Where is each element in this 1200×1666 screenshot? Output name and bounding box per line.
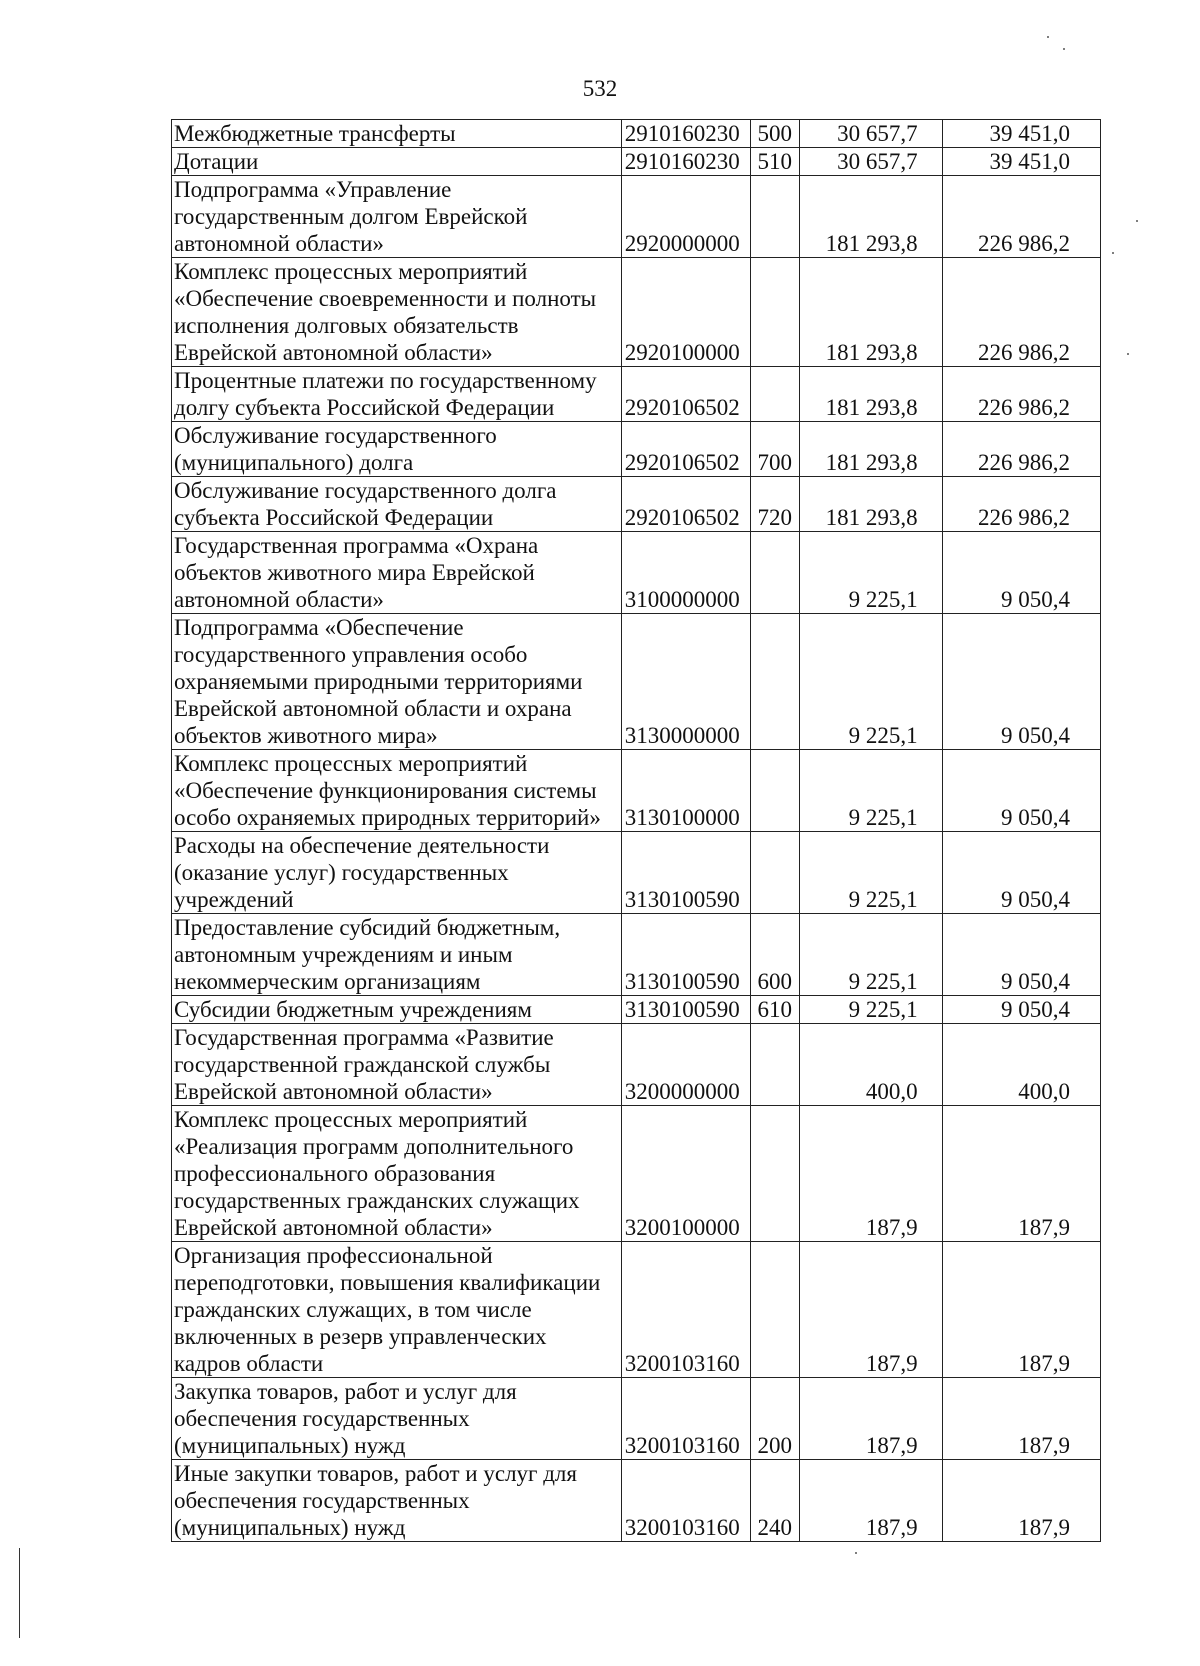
row-amount-1-cell: 30 657,7: [800, 148, 943, 176]
row-name-cell: [172, 422, 622, 477]
row-amount-2-cell: 39 451,0: [942, 120, 1100, 148]
table-row: [172, 614, 1101, 750]
row-expense-type-cell: [750, 1242, 800, 1378]
row-name-line: обеспечения государственных: [174, 1488, 470, 1513]
row-name-line: учреждений: [174, 887, 294, 912]
table-body: [172, 120, 1101, 1542]
row-name-line: объектов животного мира Еврейской: [174, 560, 535, 585]
scan-speck: [855, 1552, 857, 1554]
row-amount-1-cell: 187,9: [800, 1460, 943, 1542]
table-row: [172, 1024, 1101, 1106]
row-name-cell: [172, 1460, 622, 1542]
table-row: [172, 1460, 1101, 1542]
table-row: [172, 914, 1101, 996]
margin-rule: [19, 1548, 20, 1638]
row-name-line: Иные закупки товаров, работ и услуг для: [174, 1461, 577, 1486]
row-amount-2-cell: 226 986,2: [942, 422, 1100, 477]
row-expense-type-cell: 240: [750, 1460, 800, 1542]
row-code-cell: 3200103160: [621, 1378, 750, 1460]
row-name-cell: [172, 120, 622, 148]
budget-table: [171, 119, 1101, 1542]
table-row: [172, 176, 1101, 258]
row-name-line: Организация профессиональной: [174, 1243, 493, 1268]
row-expense-type-cell: 600: [750, 914, 800, 996]
row-amount-1-cell: 9 225,1: [800, 532, 943, 614]
row-amount-2-cell: 187,9: [942, 1242, 1100, 1378]
row-code-cell: 3130100000: [621, 750, 750, 832]
row-name-line: государственной гражданской службы: [174, 1052, 551, 1077]
row-name-line: Государственная программа «Развитие: [174, 1025, 554, 1050]
row-name-cell: [172, 750, 622, 832]
row-name-cell: [172, 477, 622, 532]
row-code-cell: 2910160230: [621, 148, 750, 176]
page-number: 532: [582, 76, 618, 101]
row-expense-type-cell: 720: [750, 477, 800, 532]
row-expense-type-cell: 610: [750, 996, 800, 1024]
row-expense-type-cell: 700: [750, 422, 800, 477]
table-row: [172, 532, 1101, 614]
row-expense-type-cell: [750, 750, 800, 832]
row-name-line: (муниципального) долга: [174, 450, 414, 475]
row-amount-1-cell: 9 225,1: [800, 996, 943, 1024]
row-amount-1-cell: 9 225,1: [800, 750, 943, 832]
row-name-line: Процентные платежи по государственному: [174, 368, 597, 393]
table-row: [172, 422, 1101, 477]
table-row: [172, 367, 1101, 422]
row-expense-type-cell: [750, 532, 800, 614]
row-name-line: исполнения долговых обязательств: [174, 313, 519, 338]
row-code-cell: 3200103160: [621, 1460, 750, 1542]
row-amount-2-cell: 187,9: [942, 1106, 1100, 1242]
row-amount-2-cell: 9 050,4: [942, 914, 1100, 996]
row-name-line: Расходы на обеспечение деятельности: [174, 833, 550, 858]
row-amount-1-cell: 181 293,8: [800, 176, 943, 258]
row-amount-1-cell: 187,9: [800, 1106, 943, 1242]
row-name-line: кадров области: [174, 1351, 324, 1376]
scan-speck: [1063, 48, 1065, 50]
row-amount-2-cell: 9 050,4: [942, 832, 1100, 914]
row-name-line: Субсидии бюджетным учреждениям: [174, 997, 532, 1022]
row-name-line: автономной области»: [174, 587, 384, 612]
row-code-cell: 3100000000: [621, 532, 750, 614]
row-code-cell: 2920100000: [621, 258, 750, 367]
row-name-line: государственным долгом Еврейской: [174, 204, 528, 229]
row-name-line: «Обеспечение функционирования системы: [174, 778, 597, 803]
row-code-cell: 3130000000: [621, 614, 750, 750]
row-amount-1-cell: 9 225,1: [800, 614, 943, 750]
table-row: [172, 832, 1101, 914]
row-amount-1-cell: 9 225,1: [800, 832, 943, 914]
row-name-line: автономным учреждениям и иным: [174, 942, 513, 967]
row-amount-2-cell: 226 986,2: [942, 367, 1100, 422]
table-row: [172, 120, 1101, 148]
row-name-line: долгу субъекта Российской Федерации: [174, 395, 555, 420]
row-amount-1-cell: 9 225,1: [800, 914, 943, 996]
row-name-line: (муниципальных) нужд: [174, 1515, 406, 1540]
row-name-line: «Реализация программ дополнительного: [174, 1134, 574, 1159]
row-name-line: включенных в резерв управленческих: [174, 1324, 547, 1349]
row-expense-type-cell: [750, 367, 800, 422]
row-name-line: Подпрограмма «Обеспечение: [174, 615, 464, 640]
row-name-line: Предоставление субсидий бюджетным,: [174, 915, 561, 940]
row-expense-type-cell: [750, 258, 800, 367]
row-name-line: субъекта Российской Федерации: [174, 505, 494, 530]
table-row: [172, 1242, 1101, 1378]
row-amount-1-cell: 181 293,8: [800, 422, 943, 477]
row-name-cell: [172, 1378, 622, 1460]
row-name-line: Еврейской автономной области»: [174, 1215, 493, 1240]
row-name-cell: [172, 367, 622, 422]
row-code-cell: 3200100000: [621, 1106, 750, 1242]
row-name-line: некоммерческим организациям: [174, 969, 481, 994]
row-amount-2-cell: 9 050,4: [942, 750, 1100, 832]
row-expense-type-cell: [750, 614, 800, 750]
row-name-line: Комплекс процессных мероприятий: [174, 751, 528, 776]
row-amount-2-cell: 400,0: [942, 1024, 1100, 1106]
row-name-line: государственного управления особо: [174, 642, 528, 667]
row-code-cell: 2920106502: [621, 422, 750, 477]
table-row: [172, 477, 1101, 532]
table-row: [172, 148, 1101, 176]
row-expense-type-cell: [750, 1024, 800, 1106]
row-code-cell: 2920106502: [621, 477, 750, 532]
table-row: [172, 258, 1101, 367]
row-name-line: переподготовки, повышения квалификации: [174, 1270, 601, 1295]
row-code-cell: 2920106502: [621, 367, 750, 422]
row-amount-2-cell: 187,9: [942, 1378, 1100, 1460]
row-name-line: Комплекс процессных мероприятий: [174, 259, 528, 284]
row-name-line: Обслуживание государственного: [174, 423, 497, 448]
row-expense-type-cell: 510: [750, 148, 800, 176]
row-name-line: обеспечения государственных: [174, 1406, 470, 1431]
row-amount-1-cell: 400,0: [800, 1024, 943, 1106]
row-name-cell: [172, 258, 622, 367]
row-name-line: Государственная программа «Охрана: [174, 533, 539, 558]
row-name-line: Еврейской автономной области и охрана: [174, 696, 572, 721]
row-amount-1-cell: 187,9: [800, 1378, 943, 1460]
row-amount-1-cell: 30 657,7: [800, 120, 943, 148]
row-amount-2-cell: 39 451,0: [942, 148, 1100, 176]
row-code-cell: 2910160230: [621, 120, 750, 148]
row-name-cell: [172, 532, 622, 614]
row-name-cell: [172, 1106, 622, 1242]
row-name-line: Подпрограмма «Управление: [174, 177, 452, 202]
row-name-cell: [172, 1024, 622, 1106]
row-code-cell: 2920000000: [621, 176, 750, 258]
scan-speck: [1127, 353, 1129, 355]
row-amount-1-cell: 181 293,8: [800, 367, 943, 422]
row-name-line: особо охраняемых природных территорий»: [174, 805, 601, 830]
scan-speck: [1136, 220, 1138, 222]
row-name-line: объектов животного мира»: [174, 723, 438, 748]
row-name-line: Еврейской автономной области»: [174, 340, 493, 365]
row-amount-2-cell: 226 986,2: [942, 258, 1100, 367]
row-name-cell: [172, 914, 622, 996]
row-name-line: Закупка товаров, работ и услуг для: [174, 1379, 517, 1404]
table-row: [172, 1378, 1101, 1460]
row-name-line: профессионального образования: [174, 1161, 496, 1186]
table-row: [172, 996, 1101, 1024]
row-name-cell: [172, 176, 622, 258]
row-name-line: государственных гражданских служащих: [174, 1188, 580, 1213]
row-amount-2-cell: 226 986,2: [942, 176, 1100, 258]
row-name-line: Комплекс процессных мероприятий: [174, 1107, 528, 1132]
row-code-cell: 3130100590: [621, 996, 750, 1024]
row-name-cell: [172, 832, 622, 914]
row-amount-2-cell: 9 050,4: [942, 532, 1100, 614]
row-name-line: Межбюджетные трансферты: [174, 121, 456, 146]
row-amount-2-cell: 187,9: [942, 1460, 1100, 1542]
row-name-line: Обслуживание государственного долга: [174, 478, 557, 503]
row-expense-type-cell: [750, 1106, 800, 1242]
table-row: [172, 1106, 1101, 1242]
row-name-line: «Обеспечение своевременности и полноты: [174, 286, 597, 311]
row-name-cell: [172, 148, 622, 176]
row-name-line: Дотации: [174, 149, 259, 174]
row-amount-1-cell: 187,9: [800, 1242, 943, 1378]
row-code-cell: 3200103160: [621, 1242, 750, 1378]
row-expense-type-cell: 200: [750, 1378, 800, 1460]
row-amount-2-cell: 226 986,2: [942, 477, 1100, 532]
row-name-cell: [172, 1242, 622, 1378]
table-row: [172, 750, 1101, 832]
row-name-cell: [172, 996, 622, 1024]
row-code-cell: 3200000000: [621, 1024, 750, 1106]
row-name-line: охраняемыми природными территориями: [174, 669, 583, 694]
scan-speck: [1112, 252, 1114, 254]
row-name-line: автономной области»: [174, 231, 384, 256]
row-name-cell: [172, 614, 622, 750]
row-amount-1-cell: 181 293,8: [800, 477, 943, 532]
row-amount-1-cell: 181 293,8: [800, 258, 943, 367]
row-expense-type-cell: [750, 176, 800, 258]
row-amount-2-cell: 9 050,4: [942, 996, 1100, 1024]
row-name-line: Еврейской автономной области»: [174, 1079, 493, 1104]
row-code-cell: 3130100590: [621, 914, 750, 996]
row-expense-type-cell: 500: [750, 120, 800, 148]
row-amount-2-cell: 9 050,4: [942, 614, 1100, 750]
row-name-line: гражданских служащих, в том числе: [174, 1297, 532, 1322]
row-expense-type-cell: [750, 832, 800, 914]
row-name-line: (муниципальных) нужд: [174, 1433, 406, 1458]
row-name-line: (оказание услуг) государственных: [174, 860, 509, 885]
row-code-cell: 3130100590: [621, 832, 750, 914]
scan-speck: [1047, 36, 1049, 38]
